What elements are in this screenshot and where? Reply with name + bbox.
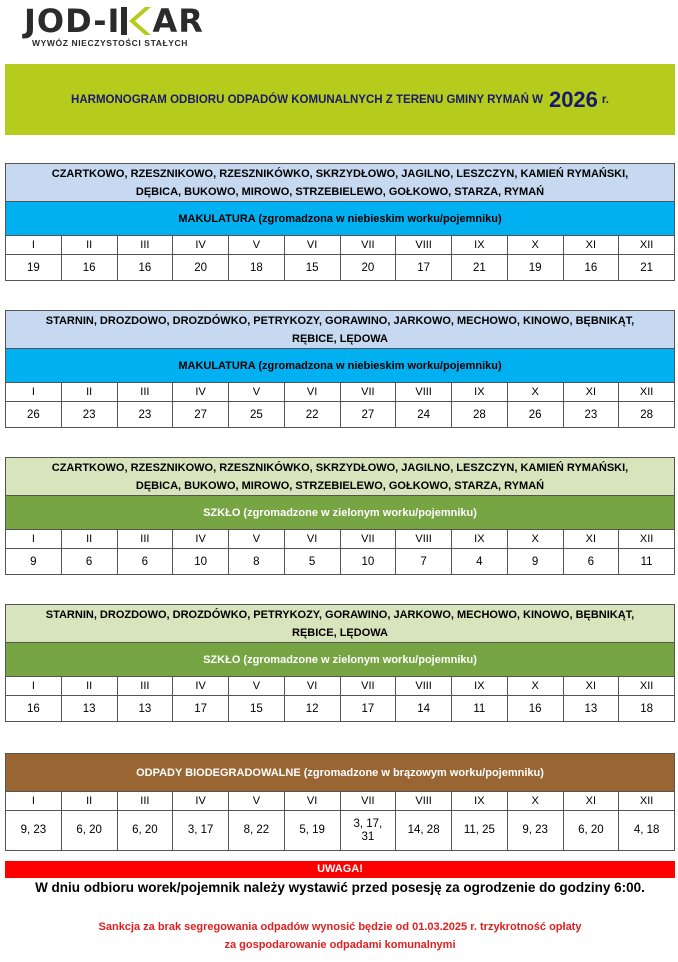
sanction-line-2: za gospodarowanie odpadami komunalnymi	[224, 939, 456, 951]
month-cell: IX	[452, 677, 508, 696]
month-cell: VIII	[396, 677, 452, 696]
month-cell: VII	[340, 530, 396, 549]
villages-header	[5, 457, 675, 495]
waste-type-header: MAKULATURA (zgromadzona w niebieskim worku/pojemniku)	[5, 201, 675, 235]
villages-line-2: RĘBICE, LĘDOWA	[292, 332, 388, 345]
schedule-table	[5, 235, 675, 281]
day-cell: 16	[117, 255, 173, 281]
month-cell: VIII	[396, 530, 452, 549]
day-cell: 21	[452, 255, 508, 281]
month-cell: XI	[563, 236, 619, 255]
month-cell: XII	[619, 236, 675, 255]
schedule-title: HARMONOGRAM ODBIORU ODPADÓW KOMUNALNYCH Z TERENU GMINY RYMAŃ W	[71, 93, 543, 106]
month-cell: III	[117, 677, 173, 696]
day-cell: 13	[117, 696, 173, 722]
month-cell: XI	[563, 383, 619, 402]
month-cell: XII	[619, 677, 675, 696]
day-cell: 28	[619, 402, 675, 428]
month-cell: VII	[340, 677, 396, 696]
day-cell: 17	[173, 696, 229, 722]
day-cell: 9	[507, 549, 563, 575]
day-cell: 27	[173, 402, 229, 428]
schedule-section-paper-group-b	[5, 310, 675, 428]
villages-header	[5, 604, 675, 642]
day-cell: 18	[229, 255, 285, 281]
waste-type-header: MAKULATURA (zgromadzona w niebieskim worku/pojemniku)	[5, 348, 675, 382]
month-cell: II	[61, 383, 117, 402]
schedule-table	[5, 529, 675, 575]
villages-line-1: STARNIN, DROZDOWO, DROZDÓWKO, PETRYKOZY, GORAWINO, JARKOWO, MECHOWO, KINOWO, BĘBNIKĄT,	[45, 608, 635, 621]
waste-type-header: SZKŁO (zgromadzone w zielonym worku/pojemniku)	[5, 642, 675, 676]
month-cell: V	[229, 383, 285, 402]
month-cell: II	[61, 236, 117, 255]
month-cell: III	[117, 236, 173, 255]
day-cell: 3, 17	[173, 811, 229, 851]
day-cell: 21	[619, 255, 675, 281]
logo-text-left: JOD-I	[24, 2, 121, 40]
day-cell: 7	[396, 549, 452, 575]
logo-k-chevron-icon	[121, 7, 151, 35]
schedule-table	[5, 676, 675, 722]
month-cell: VI	[284, 677, 340, 696]
day-cell: 9	[6, 549, 62, 575]
month-cell: II	[61, 792, 117, 811]
day-cell: 6	[563, 549, 619, 575]
day-cell: 3, 17, 31	[340, 811, 396, 851]
day-cell: 20	[173, 255, 229, 281]
month-cell: II	[61, 530, 117, 549]
day-cell: 19	[507, 255, 563, 281]
month-cell: XI	[563, 530, 619, 549]
month-cell: X	[507, 236, 563, 255]
day-cell: 23	[61, 402, 117, 428]
month-cell: XI	[563, 792, 619, 811]
villages-line-1: STARNIN, DROZDOWO, DROZDÓWKO, PETRYKOZY, GORAWINO, JARKOWO, MECHOWO, KINOWO, BĘBNIKĄT,	[45, 314, 635, 327]
day-cell: 10	[173, 549, 229, 575]
day-cell: 17	[396, 255, 452, 281]
month-cell: I	[6, 530, 62, 549]
day-cell: 20	[340, 255, 396, 281]
day-cell: 10	[340, 549, 396, 575]
day-cell: 19	[6, 255, 62, 281]
month-cell: VI	[284, 792, 340, 811]
day-cell: 9, 23	[6, 811, 62, 851]
month-cell: V	[229, 792, 285, 811]
day-cell: 5, 19	[284, 811, 340, 851]
villages-header	[5, 163, 675, 201]
day-cell: 15	[229, 696, 285, 722]
day-cell: 27	[340, 402, 396, 428]
schedule-year: 2026	[548, 86, 598, 112]
warning-banner: UWAGA!	[5, 861, 675, 878]
day-cell: 6	[61, 549, 117, 575]
month-cell: VII	[340, 792, 396, 811]
month-cell: XII	[619, 530, 675, 549]
month-cell: X	[507, 383, 563, 402]
month-cell: I	[6, 792, 62, 811]
month-cell: III	[117, 792, 173, 811]
month-cell: IV	[173, 677, 229, 696]
month-cell: IX	[452, 236, 508, 255]
month-cell: IV	[173, 383, 229, 402]
day-cell: 13	[563, 696, 619, 722]
month-cell: I	[6, 677, 62, 696]
company-logo	[24, 2, 254, 48]
month-cell: IV	[173, 530, 229, 549]
day-cell: 14	[396, 696, 452, 722]
schedule-title-bar	[5, 64, 675, 135]
day-cell: 16	[6, 696, 62, 722]
villages-line-1: CZARTKOWO, RZESZNIKOWO, RZESZNIKÓWKO, SKRZYDŁOWO, JAGILNO, LESZCZYN, KAMIEŃ RYMAŃSKI,	[51, 167, 629, 180]
day-cell: 6, 20	[61, 811, 117, 851]
villages-line-1: CZARTKOWO, RZESZNIKOWO, RZESZNIKÓWKO, SKRZYDŁOWO, JAGILNO, LESZCZYN, KAMIEŃ RYMAŃSKI,	[51, 461, 629, 474]
day-cell: 11	[619, 549, 675, 575]
month-cell: VIII	[396, 792, 452, 811]
day-cell: 24	[396, 402, 452, 428]
day-cell: 5	[284, 549, 340, 575]
month-cell: II	[61, 677, 117, 696]
month-cell: IX	[452, 792, 508, 811]
collection-notice: W dniu odbioru worek/pojemnik należy wystawić przed posesję za ogrodzenie do godziny 6:00.	[35, 880, 645, 895]
month-cell: XII	[619, 792, 675, 811]
day-cell: 8	[229, 549, 285, 575]
month-cell: V	[229, 530, 285, 549]
day-cell: 25	[229, 402, 285, 428]
day-cell: 22	[284, 402, 340, 428]
month-cell: VI	[284, 383, 340, 402]
month-cell: IX	[452, 383, 508, 402]
villages-line-2: DĘBICA, BUKOWO, MIROWO, STRZEBIELEWO, GOŁKOWO, STARZA, RYMAŃ	[135, 479, 545, 492]
schedule-table	[5, 791, 675, 851]
day-cell: 4	[452, 549, 508, 575]
day-cell: 18	[619, 696, 675, 722]
logo-subtitle: WYWÓZ NIECZYSTOŚCI STAŁYCH	[32, 38, 189, 48]
month-cell: VI	[284, 236, 340, 255]
month-cell: VIII	[396, 383, 452, 402]
day-cell: 26	[507, 402, 563, 428]
month-cell: V	[229, 677, 285, 696]
month-cell: IV	[173, 792, 229, 811]
schedule-section-glass-group-a	[5, 457, 675, 575]
day-cell: 6	[117, 549, 173, 575]
day-cell: 4, 18	[619, 811, 675, 851]
logo-text-right: AR	[152, 2, 204, 40]
day-cell: 28	[452, 402, 508, 428]
logo-wordmark	[24, 2, 254, 40]
waste-type-header: ODPADY BIODEGRADOWALNE (zgromadzone w brązowym worku/pojemniku)	[5, 753, 675, 791]
month-cell: IV	[173, 236, 229, 255]
month-cell: VII	[340, 236, 396, 255]
schedule-section-glass-group-b	[5, 604, 675, 722]
day-cell: 15	[284, 255, 340, 281]
villages-line-2: RĘBICE, LĘDOWA	[292, 626, 388, 639]
day-cell: 16	[563, 255, 619, 281]
month-cell: X	[507, 530, 563, 549]
month-cell: XI	[563, 677, 619, 696]
month-cell: V	[229, 236, 285, 255]
month-cell: IX	[452, 530, 508, 549]
schedule-table	[5, 382, 675, 428]
month-cell: VIII	[396, 236, 452, 255]
day-cell: 9, 23	[507, 811, 563, 851]
day-cell: 13	[61, 696, 117, 722]
day-cell: 16	[61, 255, 117, 281]
month-cell: I	[6, 383, 62, 402]
day-cell: 6, 20	[117, 811, 173, 851]
day-cell: 17	[340, 696, 396, 722]
villages-header	[5, 310, 675, 348]
day-cell: 6, 20	[563, 811, 619, 851]
day-cell: 23	[117, 402, 173, 428]
schedule-year-suffix: r.	[601, 93, 609, 106]
villages-line-2: DĘBICA, BUKOWO, MIROWO, STRZEBIELEWO, GOŁKOWO, STARZA, RYMAŃ	[135, 185, 545, 198]
month-cell: III	[117, 530, 173, 549]
waste-type-header: SZKŁO (zgromadzone w zielonym worku/pojemniku)	[5, 495, 675, 529]
month-cell: VI	[284, 530, 340, 549]
day-cell: 16	[507, 696, 563, 722]
day-cell: 23	[563, 402, 619, 428]
sanction-line-1: Sankcja za brak segregowania odpadów wynosić będzie od 01.03.2025 r. trzykrotność opłaty	[98, 921, 582, 933]
day-cell: 14, 28	[396, 811, 452, 851]
day-cell: 26	[6, 402, 62, 428]
day-cell: 12	[284, 696, 340, 722]
schedule-section-biodegradable	[5, 753, 675, 851]
sanction-notice	[5, 918, 675, 954]
month-cell: XII	[619, 383, 675, 402]
month-cell: X	[507, 677, 563, 696]
month-cell: I	[6, 236, 62, 255]
day-cell: 11, 25	[452, 811, 508, 851]
day-cell: 11	[452, 696, 508, 722]
day-cell: 8, 22	[229, 811, 285, 851]
month-cell: VII	[340, 383, 396, 402]
month-cell: X	[507, 792, 563, 811]
month-cell: III	[117, 383, 173, 402]
schedule-section-paper-group-a	[5, 163, 675, 281]
